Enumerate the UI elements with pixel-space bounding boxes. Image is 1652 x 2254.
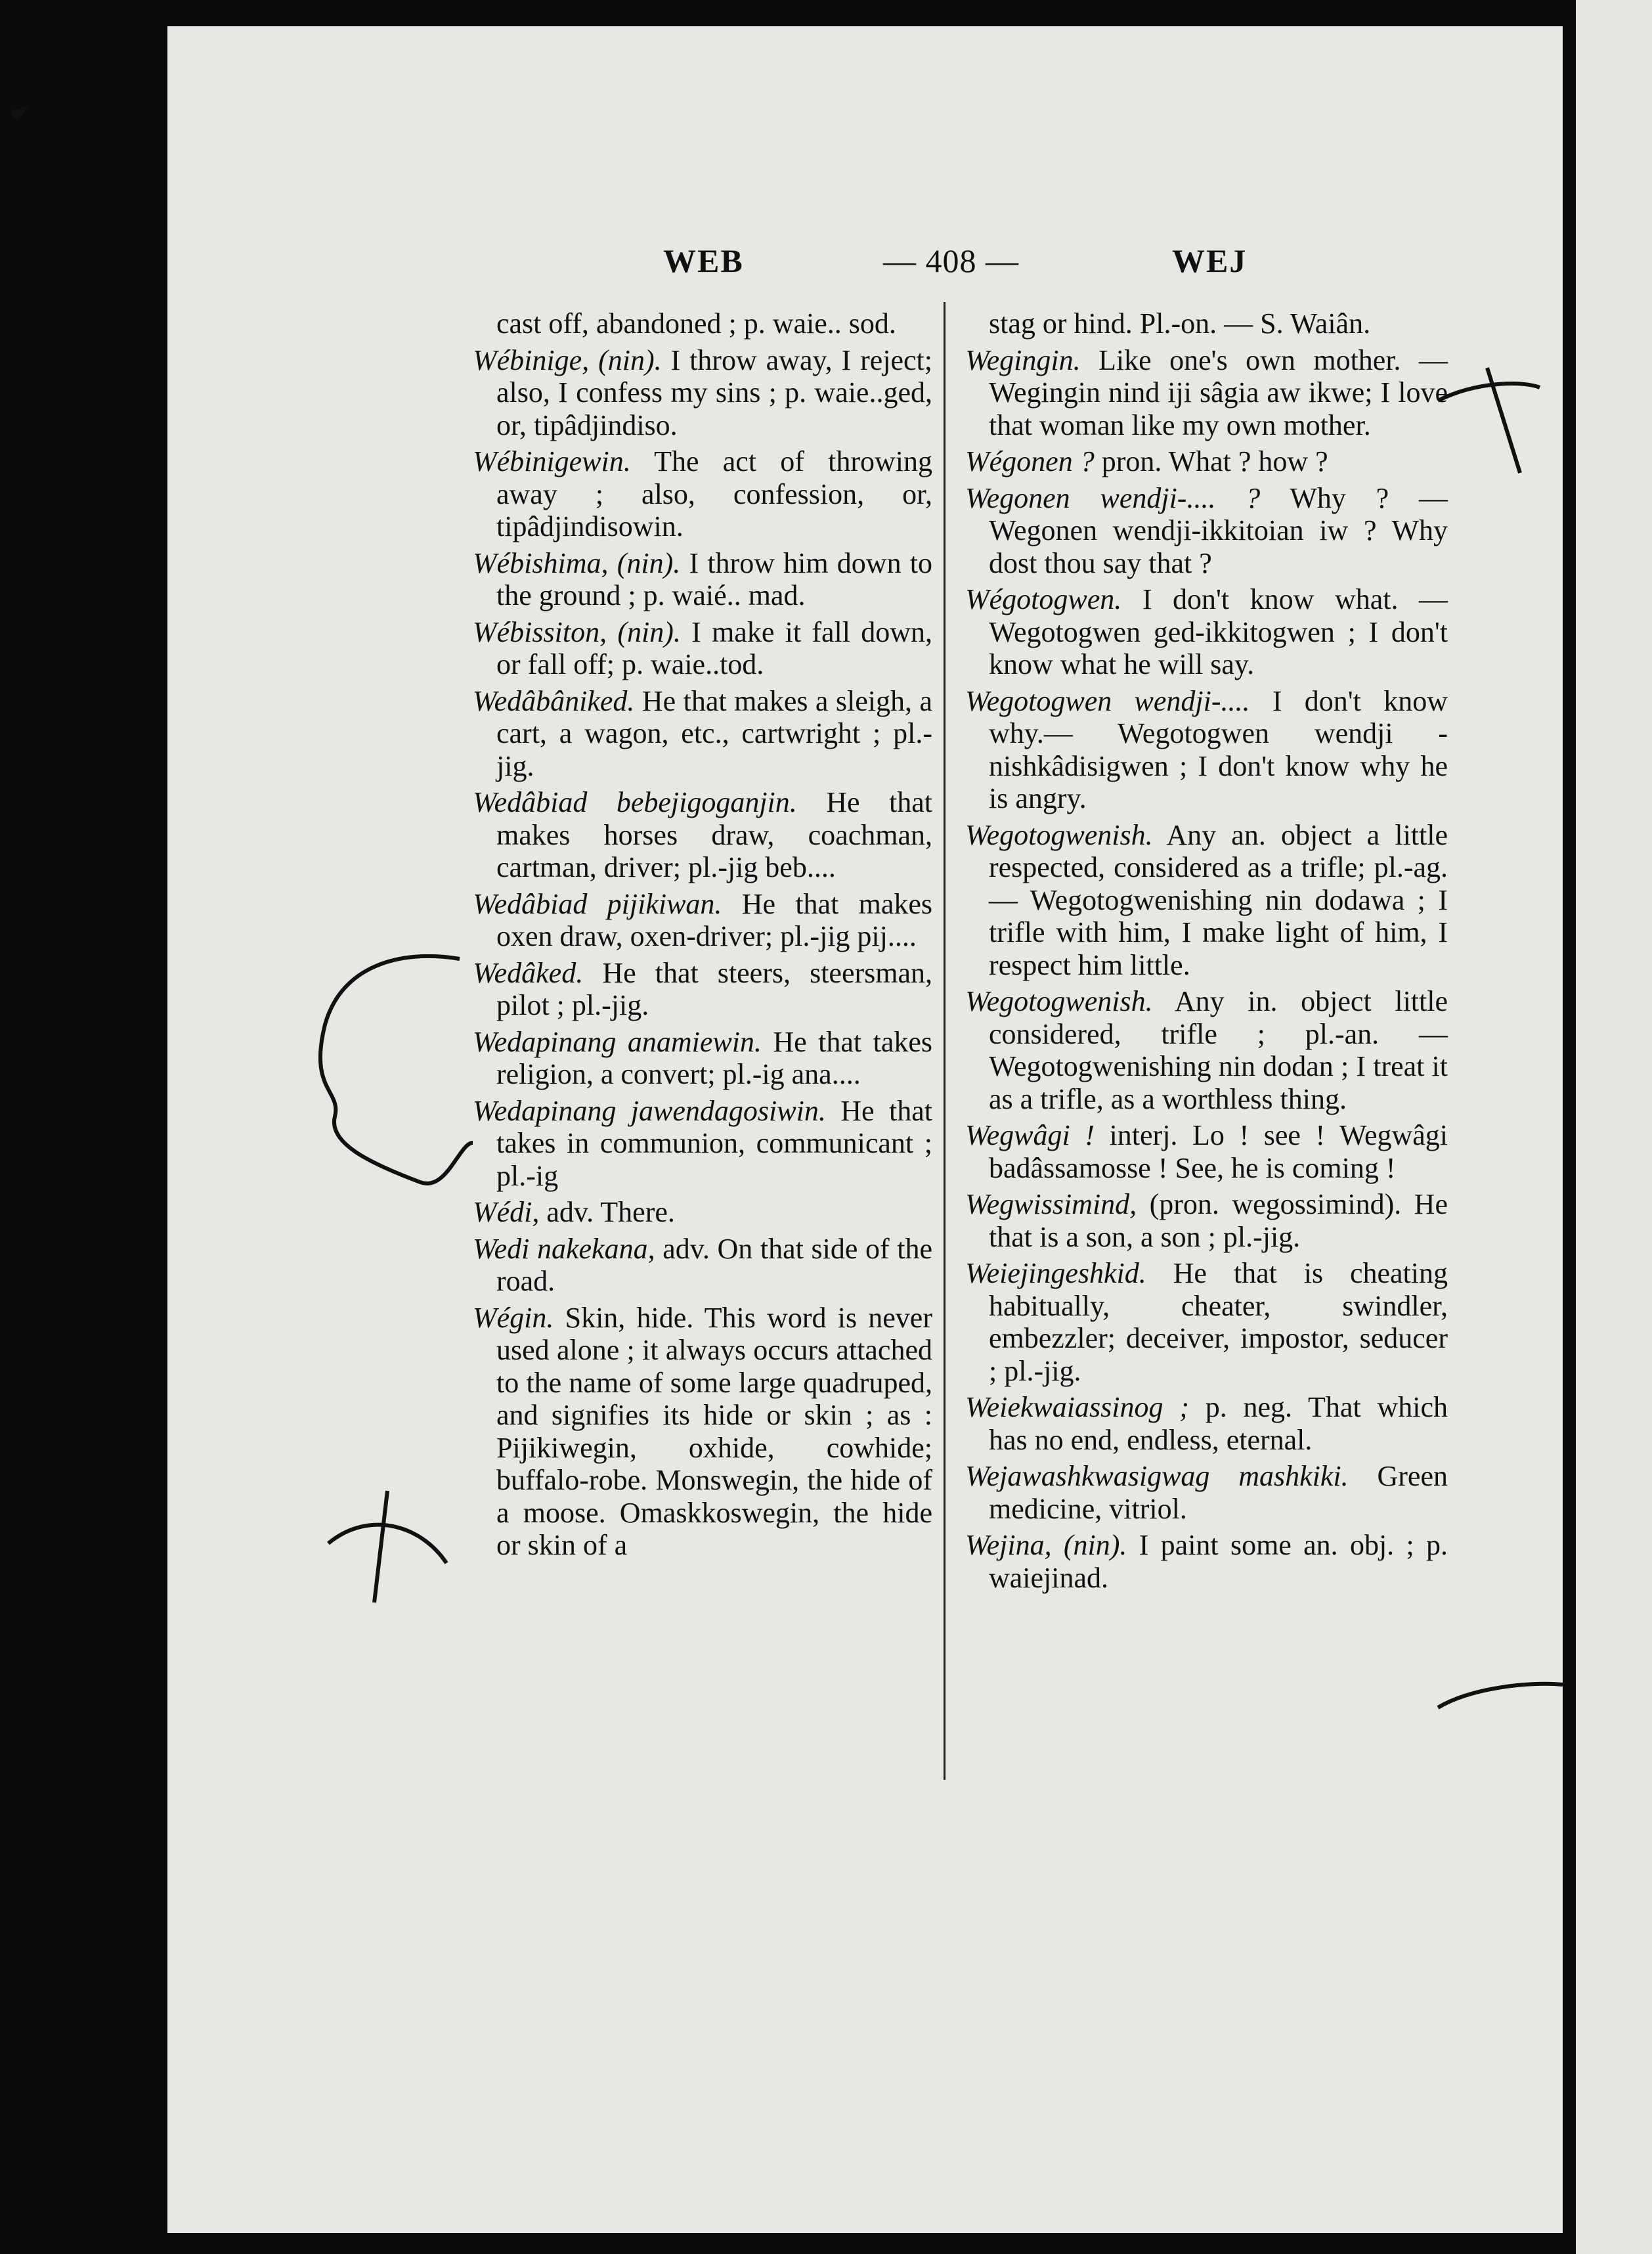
entry-headword: Wejawashkwasigwag mashkiki. [965,1460,1349,1492]
entry-definition: cast off, abandoned ; p. waie.. sod. [496,307,896,340]
entry-definition: adv. There. [546,1196,675,1228]
entry-definition: (pron. wegossimind). He that is a son, a son ; pl.-jig. [989,1188,1448,1253]
entry-definition: Skin, hide. This word is never used alone ; it always occurs attached to the name of some large quadruped, and signifies its hide or skin ; as : Pijikiwegin, oxhide, cowhide; buffalo-robe. Monswegin, the hide of a moose. Omaskkoswegin, the hide or skin of a [496,1301,932,1561]
entry-definition: He that makes a sleigh, a cart, a wagon, etc., cartwright ; pl.-jig. [496,684,932,782]
page-number: — 408 — [883,242,1019,279]
entry-headword: Wejina, (nin). [965,1529,1127,1561]
entry-definition: He that is cheating habitually, cheater, swindler, embezzler; deceiver, impostor, seducer ; pl.-jig. [989,1257,1448,1387]
entry-definition: stag or hind. Pl.-on. — S. Waiân. [989,307,1371,340]
entry-definition: The act of throwing away ; also, confession, or, tipâdjindisowin. [496,445,932,542]
entry-headword: Weiekwaiassinog ; [965,1391,1189,1423]
entry-definition: pron. What ? how ? [1101,445,1328,477]
entry-definition: He that takes religion, a convert; pl.-ig ana.... [496,1025,933,1090]
running-head-left: WEB [663,242,744,279]
entry-definition: I don't know what. — Wegotogwen ged-ikkitogwen ; I don't know what he will say. [989,583,1448,680]
entry-headword: Wégin. [473,1301,554,1334]
entry-headword: Wegotogwen wendji-.... [965,684,1250,717]
entry-headword: Wedâbiad pijikiwan. [473,887,722,920]
entry-headword: Wegwâgi ! [965,1119,1095,1151]
entry-headword: Wegonen wendji-.... ? [965,481,1261,514]
margin-tick [1438,1684,1563,1708]
entry-headword: Wébinigewin. [473,445,631,477]
cross-mark [328,1491,446,1602]
entry-headword: Wédi, [473,1196,540,1228]
entry-definition: p. neg. That which has no end, endless, eternal. [989,1391,1448,1456]
entry-headword: Wegotogwenish. [965,818,1153,851]
entry-headword: Wegwissimind, [965,1188,1137,1220]
entry-headword: Wedâked. [473,956,584,989]
entry-definition: He that makes oxen draw, oxen-driver; pl.-jig pij.... [496,887,932,952]
entry-headword: Wegingin. [965,343,1081,376]
bracket-mark [320,956,473,1183]
entry-definition: I throw away, I reject; also, I confess my sins ; p. waie..ged, or, tipâdjindiso. [496,343,932,441]
entry-definition: adv. On that side of the road. [496,1232,932,1297]
entry-definition: I paint some an. obj. ; p. waiejinad. [989,1529,1448,1594]
entry-headword: Wedi nakekana, [473,1232,655,1265]
running-head-right: WEJ [1172,242,1248,279]
entry-definition: Any in. object little considered, trifle ; pl.-an. — Wegotogwenishing nin dodan ; I treat it as a trifle, as a worthless thing. [989,985,1448,1115]
entry-definition: interj. Lo ! see ! Wegwâgi badâssamosse ! See, he is coming ! [989,1119,1448,1184]
entry-definition: He that steers, steersman, pilot ; pl.-jig. [496,956,933,1021]
margin-mark [10,105,30,122]
entry-definition: Why ? — Wegonen wendji-ikkitoian iw ? Why dost thou say that ? [989,481,1448,579]
entry-definition: Like one's own mother. — Wegingin nind iji sâgia aw ikwe; I love that woman like my own mother. [989,343,1448,441]
entry-definition: He that takes in communion, communicant ; pl.-ig [496,1094,932,1192]
entry-definition: Any an. object a little respected, considered as a trifle; pl.-ag. — Wegotogwenishing nin dodawa ; I trifle with him, I make light of him, I respect him little. [989,818,1448,981]
entry-headword: Wébissiton, (nin). [473,615,681,648]
entry-headword: Wégonen ? [965,445,1095,477]
entry-definition: Green medicine, vitriol. [989,1460,1448,1525]
entry-headword: Weiejingeshkid. [965,1257,1146,1289]
entry-headword: Wedâbâniked. [473,684,635,717]
entry-headword: Wegotogwenish. [965,985,1153,1017]
entry-definition: He that makes horses draw, coachman, cartman, driver; pl.-jig beb.... [496,786,933,883]
entry-definition: I throw him down to the ground ; p. waié.. mad. [496,546,933,611]
entry-headword: Wébishima, (nin). [473,546,681,579]
entry-headword: Wedapinang anamiewin. [473,1025,762,1058]
entry-headword: Wégotogwen. [965,583,1122,615]
entry-definition: I don't know why.— Wegotogwen wendji - nishkâdisigwen ; I don't know why he is angry. [989,684,1448,814]
entry-headword: Wedapinang jawendagosiwin. [473,1094,826,1127]
entry-headword: Wébinige, (nin). [473,343,662,376]
cross-mark [1438,368,1540,473]
entry-definition: I make it fall down, or fall off; p. waie..tod. [496,615,933,680]
entry-headword: Wedâbiad bebejigoganjin. [473,786,797,818]
